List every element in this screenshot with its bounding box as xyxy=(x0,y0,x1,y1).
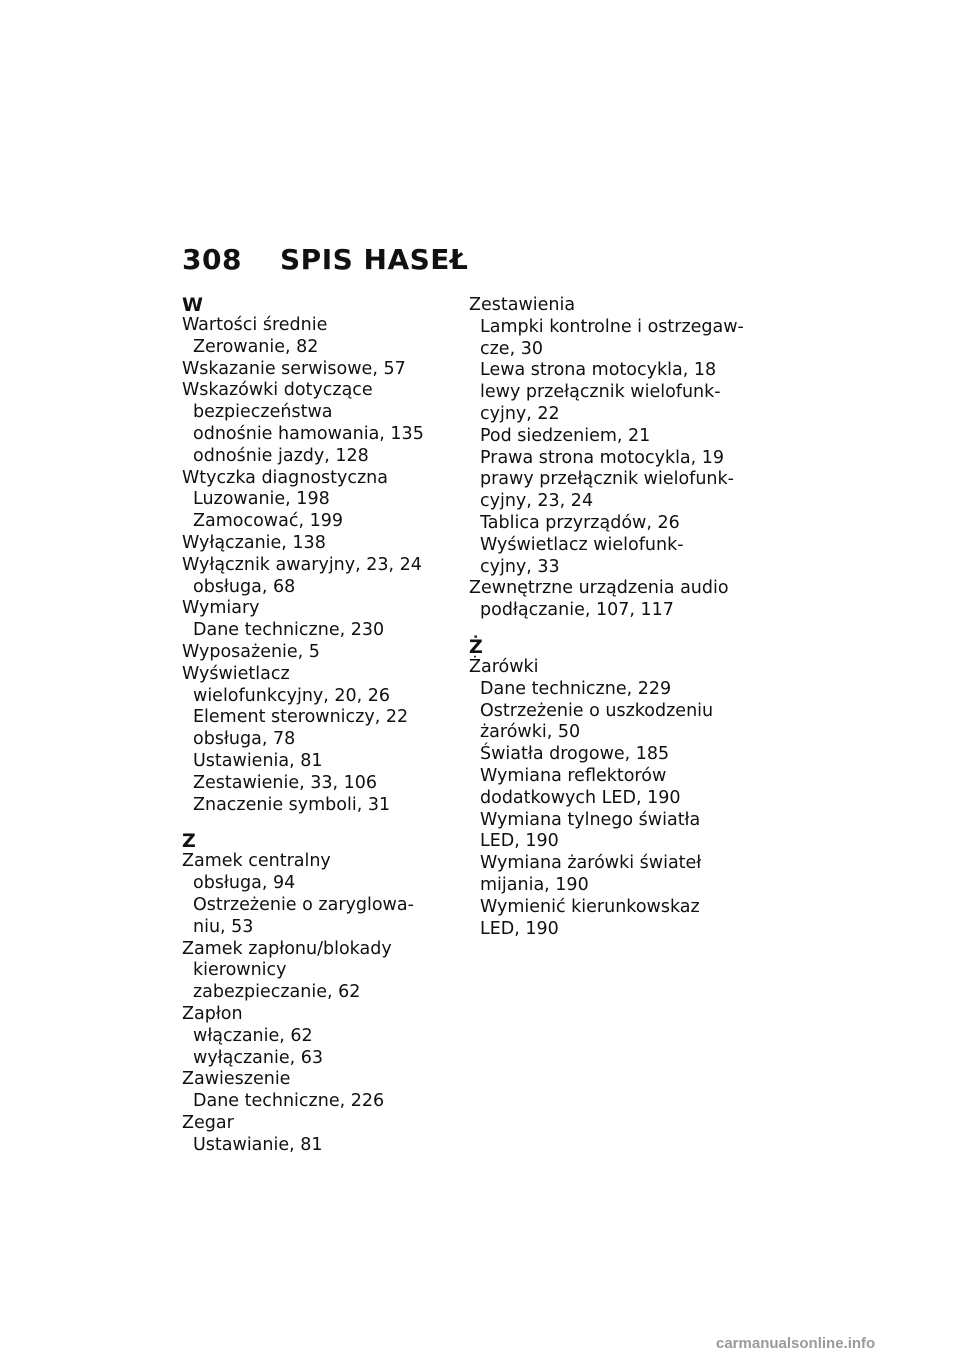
index-entry: Wartości średnie xyxy=(182,315,328,335)
index-subentry: Znaczenie symboli, 31 xyxy=(193,794,391,815)
index-entry: Zapłon xyxy=(182,1003,243,1024)
index-entry: Wyświetlacz xyxy=(182,663,290,684)
index-subentry: Zestawienie, 33, 106 xyxy=(193,772,378,793)
index-subentry: Wymiana reflektorów xyxy=(480,765,667,786)
index-entry: Zamek centralny xyxy=(182,851,331,872)
index-subentry: kierownicy xyxy=(193,960,287,981)
index-subentry: obsługa, 94 xyxy=(193,873,296,894)
index-subentry: Dane techniczne, 229 xyxy=(480,678,672,699)
index-subentry: Dane techniczne, 230 xyxy=(193,620,385,641)
index-subentry: LED, 190 xyxy=(480,831,559,852)
index-section-z xyxy=(182,851,457,1156)
index-subentry: odnośnie jazdy, 128 xyxy=(193,445,369,466)
index-subentry: lewy przełącznik wielofunk- xyxy=(480,382,721,403)
index-subentry: Pod siedzeniem, 21 xyxy=(480,425,651,446)
index-subentry: wielofunkcyjny, 20, 26 xyxy=(193,685,391,706)
index-entry: Wskazówki dotyczące xyxy=(182,380,373,401)
index-subentry: obsługa, 68 xyxy=(193,576,296,597)
index-subentry: Wyświetlacz wielofunk- xyxy=(480,534,684,555)
index-subentry: cyjny, 22 xyxy=(480,403,560,424)
index-subentry: Prawa strona motocykla, 19 xyxy=(480,447,725,468)
index-subentry: Światła drogowe, 185 xyxy=(480,744,670,765)
index-column-left xyxy=(182,295,457,1156)
index-entry: Zewnętrzne urządzenia audio xyxy=(469,578,729,599)
index-subentry: podłączanie, 107, 117 xyxy=(480,600,674,621)
index-subentry: bezpieczeństwa xyxy=(193,402,333,423)
index-entry: Żarówki xyxy=(469,656,539,677)
index-subentry: Zamocować, 199 xyxy=(193,511,343,532)
index-subentry: Element sterowniczy, 22 xyxy=(193,707,409,728)
index-subentry: Ustawianie, 81 xyxy=(193,1134,323,1155)
index-subentry: cze, 30 xyxy=(480,338,543,359)
index-section-zestawienia xyxy=(469,295,744,622)
index-subentry: wyłączanie, 63 xyxy=(193,1047,324,1068)
index-subentry: Wymienić kierunkowskaz xyxy=(480,896,700,917)
index-subentry: obsługa, 78 xyxy=(193,729,296,750)
index-subentry: LED, 190 xyxy=(480,918,559,939)
index-subentry: Tablica przyrządów, 26 xyxy=(480,512,680,533)
index-subentry: Lampki kontrolne i ostrzegaw- xyxy=(480,316,744,337)
index-subentry: Wymiana żarówki świateł xyxy=(480,853,702,874)
index-letter-z: Z xyxy=(182,830,196,853)
index-section-w xyxy=(182,315,457,816)
index-entry: Zamek zapłonu/blokady xyxy=(182,938,392,959)
index-subentry: żarówki, 50 xyxy=(480,722,581,743)
page-number: 308 xyxy=(182,243,242,276)
index-subentry: niu, 53 xyxy=(193,916,254,937)
index-column-right xyxy=(469,295,744,940)
page-title: SPIS HASEŁ xyxy=(280,243,469,276)
index-subentry: Ustawienia, 81 xyxy=(193,750,323,771)
index-entry: Wtyczka diagnostyczna xyxy=(182,467,389,488)
index-subentry: Ostrzeżenie o uszkodzeniu xyxy=(480,700,714,721)
index-entry: Wskazanie serwisowe, 57 xyxy=(182,358,406,379)
index-subentry: Ostrzeżenie o zaryglowa- xyxy=(193,894,414,915)
index-letter-w: W xyxy=(182,294,203,316)
index-subentry: dodatkowych LED, 190 xyxy=(480,787,681,808)
index-subentry: cyjny, 23, 24 xyxy=(480,491,594,512)
index-entry: Wyposażenie, 5 xyxy=(182,641,320,662)
index-subentry: Dane techniczne, 226 xyxy=(193,1091,385,1112)
index-entry: Wyłączanie, 138 xyxy=(182,532,326,553)
index-subentry: Lewa strona motocykla, 18 xyxy=(480,360,717,381)
index-entry: Zawieszenie xyxy=(182,1069,291,1090)
index-subentry: włączanie, 62 xyxy=(193,1025,313,1046)
page-header xyxy=(182,243,468,276)
index-subentry: cyjny, 33 xyxy=(480,556,560,577)
index-entry: Zegar xyxy=(182,1112,234,1133)
index-entry: Wyłącznik awaryjny, 23, 24 xyxy=(182,554,422,575)
index-letter-z-dot: Ż xyxy=(469,635,483,658)
index-subentry: Wymiana tylnego światła xyxy=(480,809,701,830)
index-section-z-dot xyxy=(469,657,744,940)
index-subentry: Luzowanie, 198 xyxy=(193,489,330,510)
index-subentry: mijania, 190 xyxy=(480,874,589,895)
watermark: carmanualsonline.info xyxy=(716,1335,876,1352)
index-subentry: zabezpieczanie, 62 xyxy=(193,982,361,1003)
index-subentry: odnośnie hamowania, 135 xyxy=(193,423,424,444)
index-subentry: Zerowanie, 82 xyxy=(193,336,319,357)
index-entry: Zestawienia xyxy=(469,295,576,315)
index-entry: Wymiary xyxy=(182,598,260,619)
index-subentry: prawy przełącznik wielofunk- xyxy=(480,469,734,490)
